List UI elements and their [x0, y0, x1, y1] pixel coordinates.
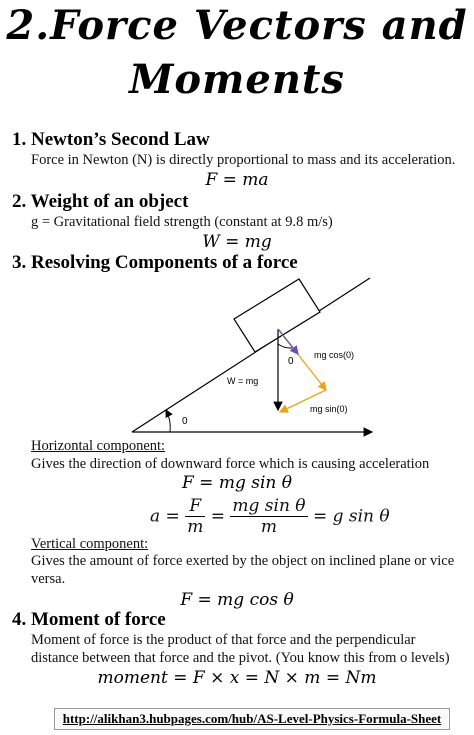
vertical-component-text-1: Gives the amount of force exerted by the object on inclined plane or vice — [31, 553, 455, 569]
eq-rhs: = g sin θ — [312, 506, 390, 527]
vertical-component-label: Vertical component: — [31, 536, 149, 552]
fraction-mgsin-over-m — [230, 496, 307, 537]
theta-top-label: 0 — [288, 356, 294, 367]
equation-moment: moment = F × x = N × m = Nm — [97, 668, 377, 688]
equation-f-mg-sin: F = mg sin θ — [181, 473, 292, 493]
frac2-numerator: mg sin θ — [232, 496, 306, 516]
block — [234, 279, 320, 352]
equation-w-mg: W = mg — [202, 232, 272, 252]
section-heading-moment: 4. Moment of force — [12, 609, 166, 630]
acceleration-equation — [150, 496, 390, 537]
horizontal-component-text: Gives the direction of downward force which is causing acceleration — [31, 456, 430, 472]
frac2-denominator: m — [260, 517, 278, 537]
page-title-line2: Moments — [129, 56, 345, 103]
normal-arrow — [278, 329, 298, 354]
theta-bottom-label: 0 — [182, 416, 188, 427]
section-heading-resolving: 3. Resolving Components of a force — [12, 252, 298, 273]
vertical-component-text-2: versa. — [31, 571, 66, 587]
equation-f-ma: F = ma — [205, 170, 269, 190]
eq-equals: = — [210, 506, 225, 527]
eq-lhs: a = — [150, 506, 180, 527]
weight-label: W = mg — [227, 376, 259, 386]
section-heading-newtons-second-law: 1. Newton’s Second Law — [12, 129, 210, 150]
page-title-line1: 2.Force Vectors and — [6, 2, 468, 49]
section-text-weight: g = Gravitational field strength (constant at 9.8 m/s) — [31, 214, 333, 230]
mg-sin-label: mg sin(0) — [310, 404, 348, 414]
moment-text-2: distance between that force and the pivot. (You know this from o levels) — [31, 650, 450, 666]
source-url-link[interactable]: http://alikhan3.hubpages.com/hub/AS-Level-Physics-Formula-Sheet — [54, 708, 450, 730]
fraction-f-over-m — [185, 496, 205, 537]
frac1-numerator: F — [185, 496, 205, 517]
section-text-newton: Force in Newton (N) is directly proportional to mass and its acceleration. — [31, 152, 456, 168]
angle-arc — [166, 410, 170, 432]
mg-cos-label: mg cos(0) — [314, 350, 355, 360]
equation-f-mg-cos: F = mg cos θ — [180, 590, 294, 610]
horizontal-component-label: Horizontal component: — [31, 438, 166, 454]
inclined-plane-diagram — [120, 272, 380, 440]
section-heading-weight: 2. Weight of an object — [12, 191, 189, 212]
moment-text-1: Moment of force is the product of that force and the perpendicular — [31, 632, 416, 648]
frac1-denominator: m — [187, 517, 204, 537]
